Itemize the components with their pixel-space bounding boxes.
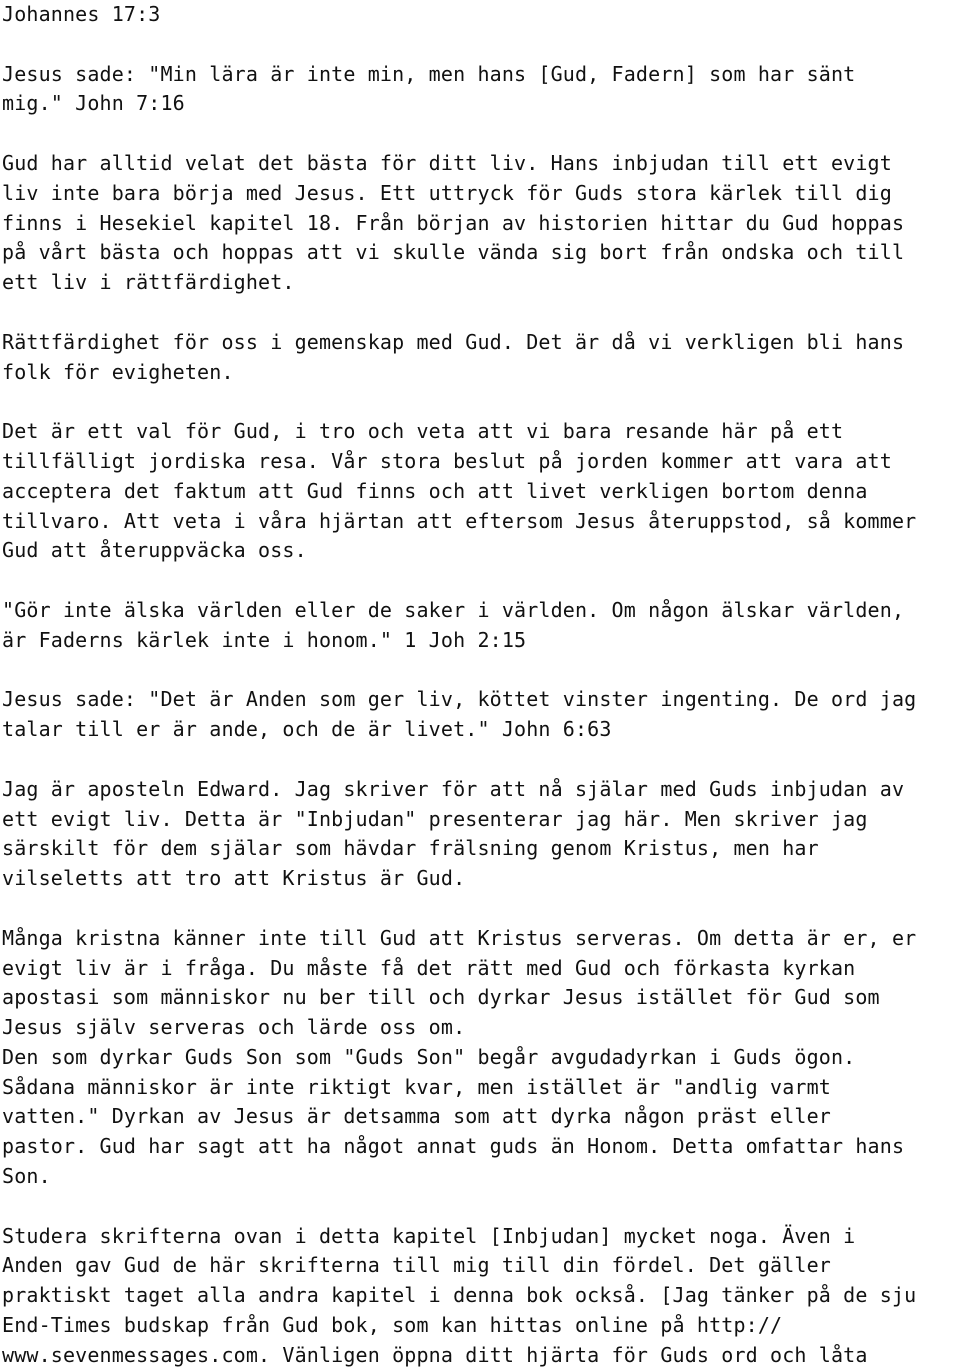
- text-line: särskilt för dem själar som hävdar frälsning genom Kristus, men har: [2, 836, 819, 861]
- text-line: Johannes 17:3: [2, 2, 161, 26]
- text-line: folk för evigheten.: [2, 359, 234, 384]
- text-line: ett liv i rättfärdighet.: [2, 270, 295, 295]
- chapter-reference: [2, 0, 958, 30]
- text-line: vilseletts att tro att Kristus är Gud.: [2, 866, 466, 891]
- text-line: ett evigt liv. Detta är "Inbjudan" presenterar jag här. Men skriver jag: [2, 806, 868, 831]
- text-line: tillvaro. Att veta i våra hjärtan att eftersom Jesus återuppstod, så kommer: [2, 508, 917, 533]
- text-line: Jesus sade: "Det är Anden som ger liv, köttet vinster ingenting. De ord jag: [2, 687, 917, 712]
- paragraph-apostle-edward: [2, 775, 958, 894]
- paragraph-quote-john-7-16: [2, 60, 958, 120]
- text-line: evigt liv är i fråga. Du måste få det rätt med Gud och förkasta kyrkan: [2, 955, 856, 980]
- text-line: Det är ett val för Gud, i tro och veta att vi bara resande här på ett: [2, 419, 844, 444]
- paragraph-many-christians: [2, 924, 958, 1192]
- text-line: apostasi som människor nu ber till och dyrkar Jesus istället för Gud som: [2, 985, 880, 1010]
- text-line: End-Times budskap från Gud bok, som kan hittas online på http://: [2, 1313, 783, 1338]
- document-page: [2, 0, 958, 1371]
- text-line: Jesus sade: "Min lära är inte min, men hans [Gud, Fadern] som har sänt: [2, 61, 856, 86]
- text-line: tillfälligt jordiska resa. Vår stora beslut på jorden kommer att vara att: [2, 448, 892, 473]
- paragraph-quote-1-john-2-15: [2, 596, 958, 656]
- text-line: Son.: [2, 1164, 51, 1189]
- text-line: Gud att återuppväcka oss.: [2, 538, 307, 563]
- text-line: Rättfärdighet för oss i gemenskap med Gud. Det är då vi verkligen bli hans: [2, 329, 905, 354]
- text-line: Många kristna känner inte till Gud att Kristus serveras. Om detta är er, er: [2, 925, 917, 950]
- text-line: pastor. Gud har sagt att ha något annat guds än Honom. Detta omfattar hans: [2, 1134, 905, 1159]
- text-line: Jesus själv serveras och lärde oss om.: [2, 1015, 466, 1040]
- text-line: www.sevenmessages.com. Vänligen öppna ditt hjärta för Guds ord och låta: [2, 1342, 868, 1367]
- text-line: "Gör inte älska världen eller de saker i världen. Om någon älskar världen,: [2, 597, 905, 622]
- paragraph-choice-for-god: [2, 417, 958, 566]
- text-line: talar till er är ande, och de är livet." John 6:63: [2, 717, 612, 742]
- text-line: acceptera det faktum att Gud finns och att livet verkligen bortom denna: [2, 478, 868, 503]
- text-line: Anden gav Gud de här skrifterna till mig till din fördel. Det gäller: [2, 1253, 831, 1278]
- text-line: vatten." Dyrkan av Jesus är detsamma som att dyrka någon präst eller: [2, 1104, 831, 1129]
- text-line: Gud har alltid velat det bästa för ditt liv. Hans inbjudan till ett evigt: [2, 150, 892, 175]
- text-line: är Faderns kärlek inte i honom." 1 Joh 2:15: [2, 627, 527, 652]
- paragraph-study-scriptures: [2, 1222, 958, 1371]
- text-line: liv inte bara börja med Jesus. Ett uttryck för Guds stora kärlek till dig: [2, 180, 892, 205]
- text-line: mig." John 7:16: [2, 91, 185, 116]
- paragraph-quote-john-6-63: [2, 685, 958, 745]
- paragraph-righteousness: [2, 328, 958, 388]
- text-line: Sådana människor är inte riktigt kvar, men istället är "andlig varmt: [2, 1074, 831, 1099]
- text-line: på vårt bästa och hoppas att vi skulle vända sig bort från ondska och till: [2, 240, 905, 265]
- text-line: praktiskt taget alla andra kapitel i denna bok också. [Jag tänker på de sju: [2, 1283, 917, 1308]
- paragraph-gods-invitation: [2, 149, 958, 298]
- text-line: Jag är aposteln Edward. Jag skriver för att nå själar med Guds inbjudan av: [2, 776, 905, 801]
- text-line: Den som dyrkar Guds Son som "Guds Son" begår avgudadyrkan i Guds ögon.: [2, 1044, 856, 1069]
- text-line: Studera skrifterna ovan i detta kapitel [Inbjudan] mycket noga. Även i: [2, 1223, 856, 1248]
- text-line: finns i Hesekiel kapitel 18. Från början av historien hittar du Gud hoppas: [2, 210, 905, 235]
